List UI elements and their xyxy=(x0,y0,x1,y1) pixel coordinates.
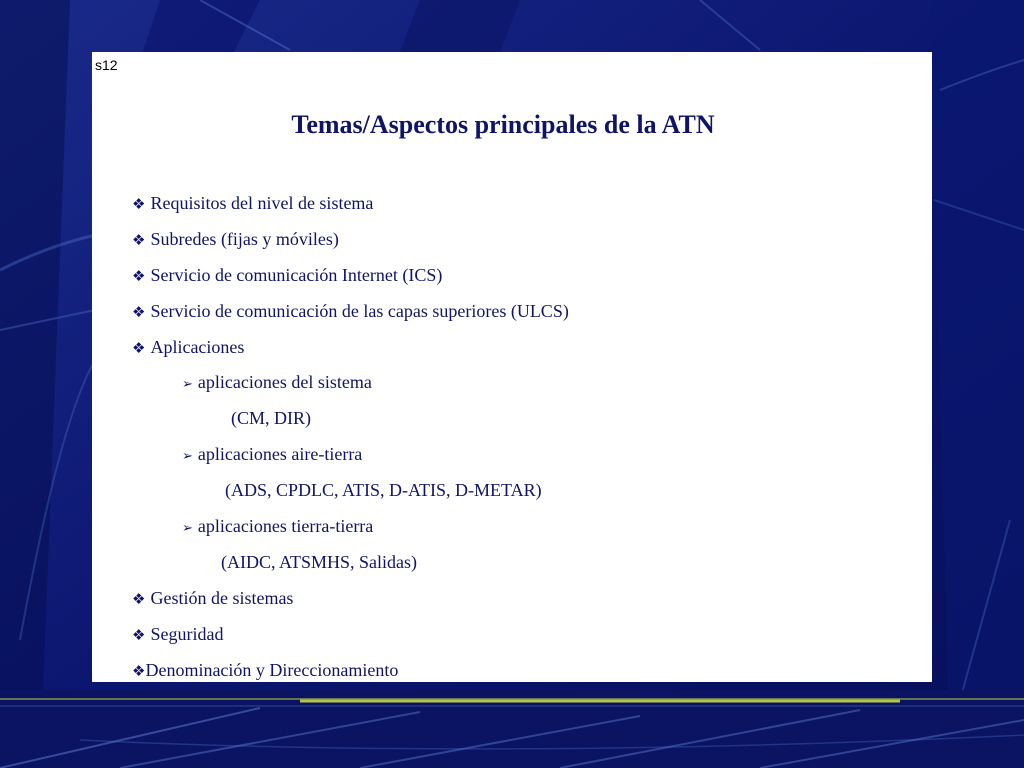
list-item: ❖Denominación y Direccionamiento xyxy=(132,659,399,680)
arrowhead-icon: ➢ xyxy=(182,377,193,393)
list-item: (AIDC, ATSMHS, Salidas) xyxy=(221,551,418,572)
slide-title: Temas/Aspectos principales de la ATN xyxy=(291,110,715,139)
list-item: ❖ Servicio de comunicación Internet (ICS) xyxy=(132,264,443,285)
four-petal-diamond-icon: ❖ xyxy=(132,338,146,357)
list-item: ❖ Seguridad xyxy=(132,623,224,644)
four-petal-diamond-icon: ❖ xyxy=(132,266,146,285)
four-petal-diamond-icon: ❖ xyxy=(132,661,146,680)
list-item: ❖ Aplicaciones xyxy=(132,336,245,357)
list-item: (CM, DIR) xyxy=(231,408,311,429)
list-item: ❖ Servicio de comunicación de las capas superiores (ULCS) xyxy=(132,300,569,321)
list-item: (ADS, CPDLC, ATIS, D-ATIS, D-METAR) xyxy=(225,480,542,501)
slide-number: s12 xyxy=(95,57,118,73)
topics-list xyxy=(132,188,569,690)
four-petal-diamond-icon: ❖ xyxy=(132,302,146,321)
list-item: ❖ Gestión de sistemas xyxy=(132,587,294,608)
four-petal-diamond-icon: ❖ xyxy=(132,625,146,644)
list-item: ➢ aplicaciones aire-tierra xyxy=(182,444,363,465)
arrowhead-icon: ➢ xyxy=(182,449,193,465)
list-item: ❖ Requisitos del nivel de sistema xyxy=(132,193,374,213)
list-item: ❖ Subredes (fijas y móviles) xyxy=(132,228,339,249)
four-petal-diamond-icon: ❖ xyxy=(132,230,146,249)
list-item: ➢ aplicaciones del sistema xyxy=(182,372,372,393)
slide-content-card xyxy=(92,52,932,682)
list-item: ➢ aplicaciones tierra-tierra xyxy=(182,516,374,537)
arrowhead-icon: ➢ xyxy=(182,521,193,537)
four-petal-diamond-icon: ❖ xyxy=(132,195,146,213)
four-petal-diamond-icon: ❖ xyxy=(132,589,146,608)
